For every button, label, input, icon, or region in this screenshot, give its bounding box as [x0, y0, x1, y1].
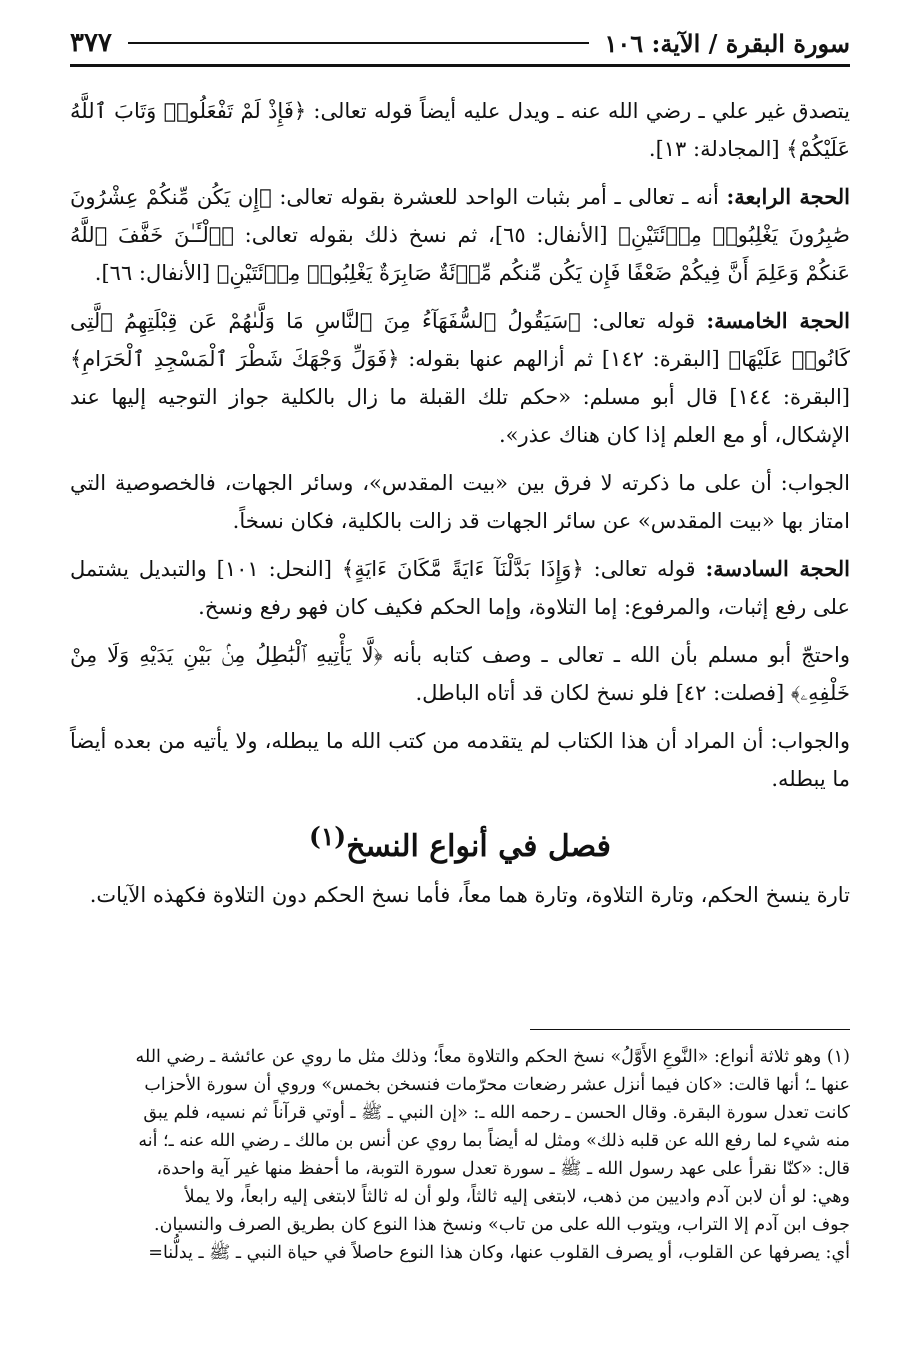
- paragraph-answer-2: [70, 722, 850, 798]
- paragraph-text: قوله تعالى: ﴿وَإِذَا بَدَّلْنَآ ءَايَةً مَّكَانَ ءَايَةٍ﴾ [النحل: ١٠١] والتبديل يشتمل على رفع إثبات، والمرفوع: إما التلاوة، وإما الحكم فكيف كان فهو رفع ونسخ.: [70, 557, 850, 619]
- paragraph-abu-muslim: [70, 636, 850, 712]
- footnote-line: قال: «كنّا نقرأ على عهد رسول الله ـ ﷺ ـ سورة تعدل سورة التوبة، ما أحفظ منها غير آية واحدة،: [156, 1159, 850, 1179]
- footnote-mark: (١): [309, 822, 347, 851]
- footnote-line: وهي: لو أن لابن آدم واديين من ذهب، لابتغى إليه ثالثاً، ولو أن له ثالثاً لابتغى إليه رابعاً، ولا يملأ: [184, 1187, 850, 1207]
- paragraph-text: واحتجّ أبو مسلم بأن الله ـ تعالى ـ وصف كتابه بأنه ﴿لَّا يَأْتِيهِ ٱلْبَٰطِلُ مِنۢ بَيْنِ يَدَيْهِ وَلَا مِنْ خَلْفِهِۦ﴾ [فصلت: ٤٢] فلو نسخ لكان قد أتاه الباطل.: [70, 643, 850, 705]
- paragraph-argument-6: [70, 550, 850, 626]
- page-header: [70, 22, 850, 67]
- paragraph-text: يتصدق غير علي ـ رضي الله عنه ـ ويدل عليه أيضاً قوله تعالى: ﴿فَإِذْ لَمْ تَفْعَلُوا۟ وَتَابَ ٱللَّهُ عَلَيْكُمْ﴾ [المجادلة: ١٣].: [70, 99, 850, 161]
- footnote-line: كانت تعدل سورة البقرة. وقال الحسن ـ رحمه الله ـ: «إن النبي ـ ﷺ ـ أوتي قرآناً ثم نسيه، فلم يبق: [143, 1103, 850, 1123]
- footnote-line: منه شيء لما رفع الله عن قلبه ذلك» ومثل له أيضاً بما روي عن أنس بن مالك ـ رضي الله عنه ـ؛ أنه: [138, 1131, 850, 1151]
- running-title: سورة البقرة / الآية: ١٠٦: [604, 28, 850, 58]
- paragraph-argument-5: [70, 302, 850, 454]
- paragraph-argument-4: [70, 178, 850, 292]
- paragraph-1: [70, 92, 850, 168]
- paragraph-text: قوله تعالى: ﴿سَيَقُولُ ٱلسُّفَهَآءُ مِنَ ٱلنَّاسِ مَا وَلَّىٰهُمْ عَن قِبْلَتِهِمُ ٱلَّتِى كَانُوا۟ عَلَيْهَا﴾ [البقرة: ١٤٢] ثم أزالهم عنها بقوله: ﴿فَوَلِّ وَجْهَكَ شَطْرَ ٱلْمَسْجِدِ ٱلْحَرَامِ﴾ [البقرة: ١٤٤] قال أبو مسلم: «حكم تلك القبلة ما زال بالكلية جواز التوجيه إليها عند الإشكال، أو مع العلم إذا كان هناك عذر».: [70, 309, 850, 447]
- footnote-line: (١) وهو ثلاثة أنواع: «النَّوعِ الأَوَّلُ» نسخ الحكم والتلاوة معاً؛ وذلك مثل ما روي عن عائشة ـ رضي الله: [135, 1047, 850, 1067]
- footnote-line: أي: يصرفها عن القلوب، أو يصرف القلوب عنها، وكان هذا النوع حاصلاً في حياة النبي ـ ﷺ ـ يدلُّنا=: [148, 1243, 850, 1263]
- header-rule: [128, 42, 589, 44]
- paragraph-label: الحجة الخامسة:: [706, 308, 850, 333]
- main-text: [70, 92, 850, 924]
- footnote-line: عنها ـ؛ أنها قالت: «كان فيما أنزل عشر رضعات محرّمات فنسخن بخمس» وروي أن سورة الأحزاب: [144, 1075, 850, 1095]
- footnote-line: جوف ابن آدم إلا التراب، ويتوب الله على من تاب» ونسخ هذا النوع كان بطريق الصرف والنسيان.: [154, 1215, 850, 1235]
- section-heading-text: فصل في أنواع النسخ: [346, 829, 611, 864]
- paragraph-text: والجواب: أن المراد أن هذا الكتاب لم يتقدمه من كتب الله ما يبطله، ولا يأتيه من بعده أيضاً ما يبطله.: [70, 729, 850, 791]
- section-paragraph: تارة ينسخ الحكم، وتارة التلاوة، وتارة هما معاً، فأما نسخ الحكم دون التلاوة فكهذه الآيات.: [89, 883, 850, 907]
- section-heading: [70, 814, 850, 870]
- paragraph-text: الجواب: أن على ما ذكرته لا فرق بين «بيت المقدس»، وسائر الجهات، فالخصوصية التي امتاز بها «بيت المقدس» عن سائر الجهات قد زالت بالكلية، فكان نسخاً.: [70, 471, 850, 533]
- page-number: ٣٧٧: [70, 28, 112, 58]
- footnote-separator: [530, 1029, 850, 1030]
- paragraph-label: الحجة الرابعة:: [726, 184, 850, 209]
- paragraph-answer-1: [70, 464, 850, 540]
- paragraph-label: الحجة السادسة:: [705, 556, 850, 581]
- footnote: [70, 1043, 850, 1267]
- paragraph-text: أنه ـ تعالى ـ أمر بثبات الواحد للعشرة بقوله تعالى: ﴿إِن يَكُن مِّنكُمْ عِشْرُونَ صَٰبِرُونَ يَغْلِبُوا۟ مِا۟ئَتَيْنِ﴾ [الأنفال: ٦٥]، ثم نسخ ذلك بقوله تعالى: ﴿ٱلْـَٔـٰنَ خَفَّفَ ٱللَّهُ عَنكُمْ وَعَلِمَ أَنَّ فِيكُمْ ضَعْفًا فَإِن يَكُن مِّنكُم مِّا۟ئَةٌ صَابِرَةٌ يَغْلِبُوا۟ مِا۟ئَتَيْنِ﴾ [الأنفال: ٦٦].: [70, 185, 850, 285]
